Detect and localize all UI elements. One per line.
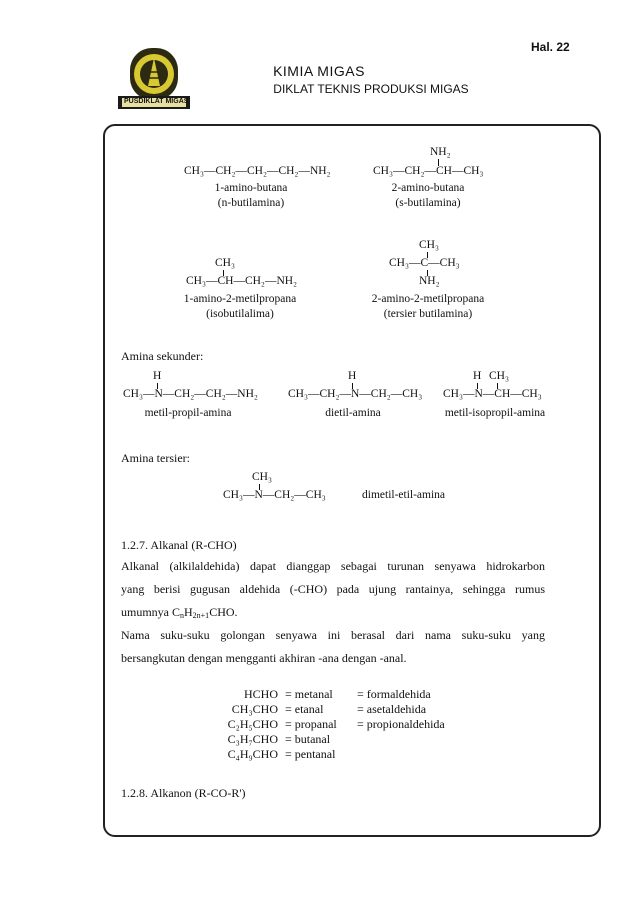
table-row-iupac: = etanal — [285, 702, 324, 716]
paragraph-line-general-formula: umumnya $C_nH_{2n+1}CHO$. — [121, 605, 238, 620]
formula-dietil-amina: CH₃—CH₂—N—CH₂—CH₃ — [288, 388, 423, 400]
substituent-ch3: CH₃ — [252, 471, 272, 483]
table-row-common: = propionaldehida — [357, 717, 445, 731]
logo-text: PUSDIKLAT MIGAS — [124, 98, 189, 105]
substituent-h: H — [348, 370, 357, 382]
substituent-nh2: NH₂ — [419, 275, 440, 287]
name-2-amino-2-metilpropana: 2-amino-2-metilpropana — [371, 293, 485, 305]
substituent-h: H — [153, 370, 162, 382]
document-subtitle: DIKLAT TEKNIS PRODUKSI MIGAS — [273, 82, 469, 96]
content-frame — [103, 124, 601, 837]
common-s-butilamina: (s-butilamina) — [395, 197, 461, 209]
paragraph-line: Nama suku-suku golongan senyawa ini berasal dari nama suku-suku yang — [121, 628, 545, 642]
formula-1-amino-butana: CH₃—CH₂—CH₂—CH₂—NH₂ — [184, 165, 331, 177]
table-row-formula: C₂H₅CHO — [227, 717, 278, 731]
formula-metil-propil-amina: CH₃—N—CH₂—CH₂—NH₂ — [123, 388, 258, 400]
table-row-iupac: = pentanal — [285, 747, 336, 761]
name-dietil-amina: dietil-amina — [325, 407, 381, 419]
table-row-formula: C₃H₇CHO — [227, 732, 278, 746]
table-row-iupac: = propanal — [285, 717, 337, 731]
name-metil-propil-amina: metil-propil-amina — [144, 407, 232, 419]
table-row-formula: CH₃CHO — [231, 702, 278, 716]
table-row-iupac: = butanal — [285, 732, 331, 746]
name-2-amino-butana: 2-amino-butana — [391, 182, 465, 194]
name-dimetil-etil-amina: dimetil-etil-amina — [362, 489, 446, 501]
table-row-formula: C₄H₉CHO — [227, 747, 278, 761]
table-row-formula: HCHO — [243, 687, 278, 701]
heading-alkanal: 1.2.7. Alkanal (R-CHO) — [121, 538, 237, 552]
table-row-iupac: = metanal — [285, 687, 333, 701]
name-1-amino-2-metilpropana: 1-amino-2-metilpropana — [183, 293, 297, 305]
common-tersier-butilamina: (tersier butilamina) — [383, 308, 473, 320]
heading-amina-tersier: Amina tersier: — [121, 451, 190, 465]
name-1-amino-butana: 1-amino-butana — [214, 182, 288, 194]
paragraph-line: bersangkutan dengan mengganti akhiran -ana dengan -anal. — [121, 651, 407, 665]
heading-amina-sekunder: Amina sekunder: — [121, 349, 204, 363]
page-number: Hal. 22 — [531, 40, 570, 54]
formula-2-amino-2-metilpropana: CH₃—C—CH₃ — [389, 257, 460, 269]
table-row-common: = asetaldehida — [357, 702, 427, 716]
substituent-ch3: CH₃ — [419, 239, 439, 251]
substituent-ch3: CH₃ — [215, 257, 235, 269]
formula-metil-isopropil-amina: CH₃—N—CH—CH₃ — [443, 388, 542, 400]
name-metil-isopropil-amina: metil-isopropil-amina — [444, 407, 546, 419]
heading-alkanon: 1.2.8. Alkanon (R-CO-R') — [121, 786, 246, 800]
paragraph-line: Alkanal (alkilaldehida) dapat dianggap sebagai turunan senyawa hidrokarbon — [121, 559, 545, 573]
document-title: KIMIA MIGAS — [273, 63, 365, 79]
formula-dimetil-etil-amina: CH₃—N—CH₂—CH₃ — [223, 489, 326, 501]
paragraph-line: yang berisi gugusan aldehida (-CHO) pada ujung rantainya, sehingga rumus — [121, 582, 545, 596]
common-n-butilamina: (n-butilamina) — [217, 197, 285, 209]
substituent-ch3: CH₃ — [489, 370, 509, 382]
table-row-common: = formaldehida — [357, 687, 431, 701]
substituent-nh2: NH₂ — [430, 146, 451, 158]
substituent-h: H — [473, 370, 482, 382]
common-isobutilalima: (isobutilalima) — [206, 308, 274, 320]
formula-1-amino-2-metilpropana: CH₃—CH—CH₂—NH₂ — [186, 275, 298, 287]
formula-2-amino-butana: CH₃—CH₂—CH—CH₃ — [373, 165, 484, 177]
